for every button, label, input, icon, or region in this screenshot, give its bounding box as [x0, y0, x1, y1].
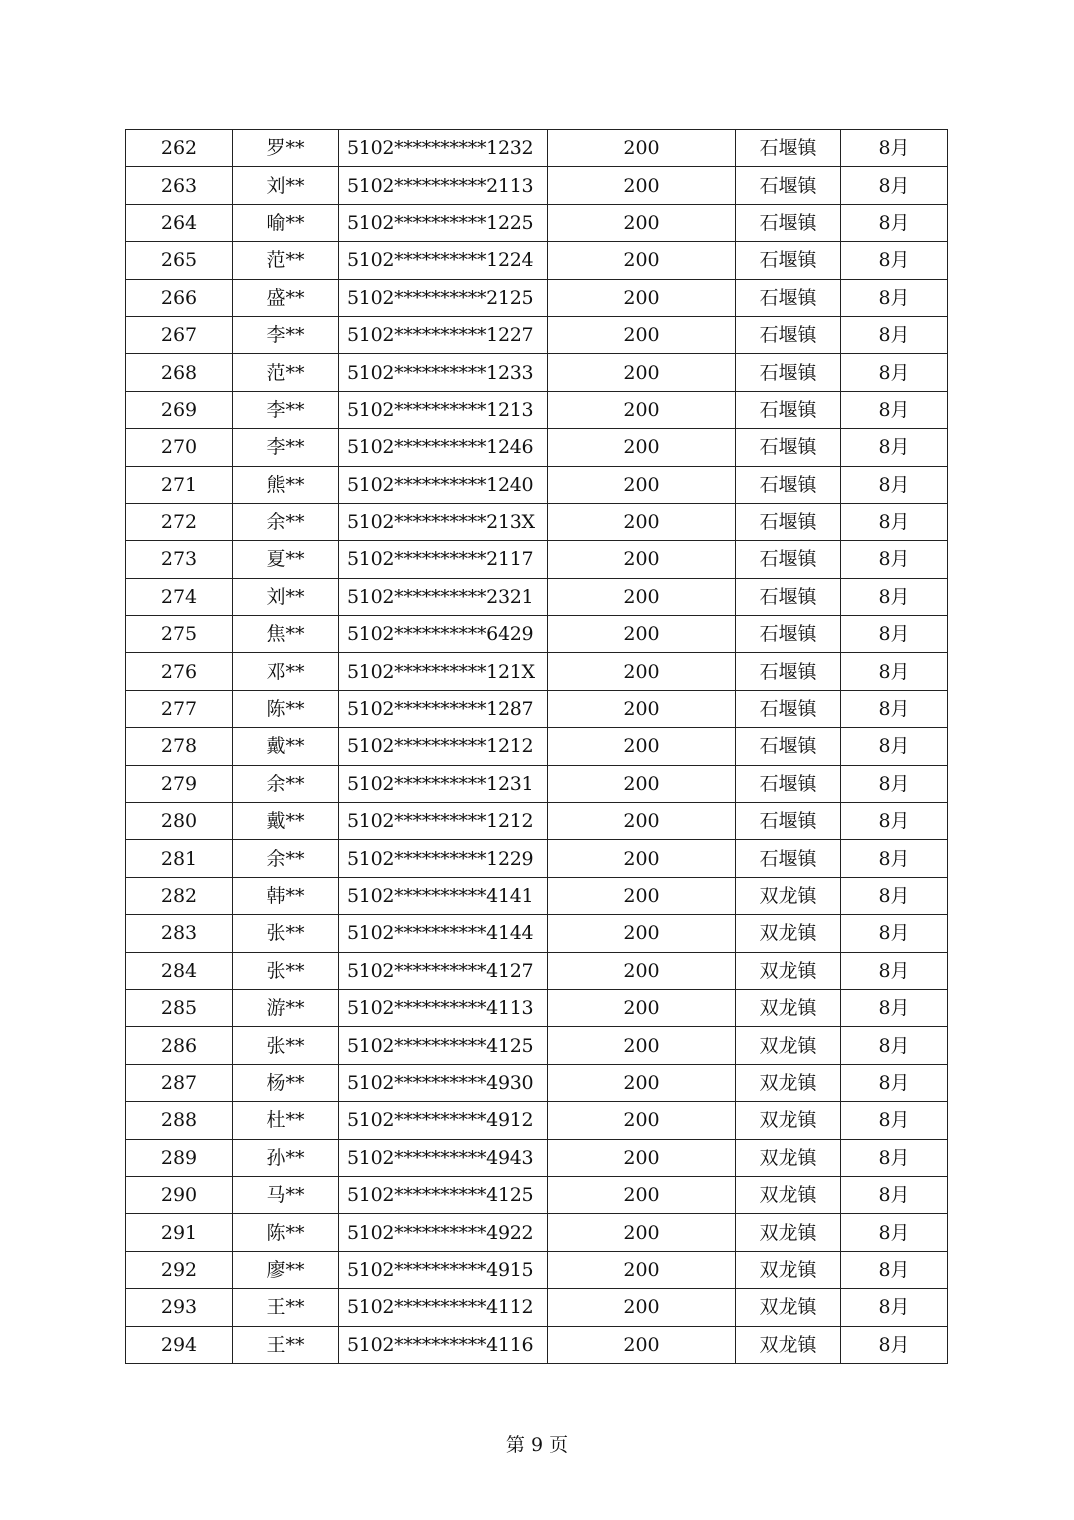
id-number-cell: 5102**********1213: [339, 391, 548, 428]
amount-cell: 200: [548, 578, 736, 615]
amount-cell: 200: [548, 616, 736, 653]
month-cell: 8月: [841, 989, 948, 1026]
row-number-cell: 290: [126, 1176, 233, 1213]
month-cell: 8月: [841, 803, 948, 840]
month-cell: 8月: [841, 466, 948, 503]
id-number-cell: 5102**********1212: [339, 728, 548, 765]
amount-cell: 200: [548, 915, 736, 952]
month-cell: 8月: [841, 728, 948, 765]
amount-cell: 200: [548, 167, 736, 204]
table-row: [126, 989, 948, 1026]
town-cell: 石堰镇: [736, 391, 841, 428]
month-cell: 8月: [841, 690, 948, 727]
month-cell: 8月: [841, 354, 948, 391]
town-cell: 石堰镇: [736, 167, 841, 204]
table-row: [126, 915, 948, 952]
town-cell: 石堰镇: [736, 279, 841, 316]
table-row: [126, 354, 948, 391]
name-cell: 廖**: [233, 1251, 339, 1288]
row-number-cell: 292: [126, 1251, 233, 1288]
row-number-cell: 291: [126, 1214, 233, 1251]
name-cell: 李**: [233, 429, 339, 466]
town-cell: 石堰镇: [736, 765, 841, 802]
table-row: [126, 765, 948, 802]
amount-cell: 200: [548, 279, 736, 316]
town-cell: 石堰镇: [736, 616, 841, 653]
id-number-cell: 5102**********4922: [339, 1214, 548, 1251]
table-row: [126, 1064, 948, 1101]
row-number-cell: 275: [126, 616, 233, 653]
month-cell: 8月: [841, 279, 948, 316]
id-number-cell: 5102**********2117: [339, 541, 548, 578]
amount-cell: 200: [548, 354, 736, 391]
id-number-cell: 5102**********4127: [339, 952, 548, 989]
table-row: [126, 616, 948, 653]
name-cell: 陈**: [233, 1214, 339, 1251]
table-row: [126, 316, 948, 353]
month-cell: 8月: [841, 616, 948, 653]
town-cell: 石堰镇: [736, 578, 841, 615]
amount-cell: 200: [548, 653, 736, 690]
table-row: [126, 130, 948, 167]
amount-cell: 200: [548, 840, 736, 877]
month-cell: 8月: [841, 167, 948, 204]
row-number-cell: 264: [126, 204, 233, 241]
name-cell: 游**: [233, 989, 339, 1026]
town-cell: 石堰镇: [736, 242, 841, 279]
row-number-cell: 265: [126, 242, 233, 279]
id-number-cell: 5102**********4144: [339, 915, 548, 952]
row-number-cell: 283: [126, 915, 233, 952]
row-number-cell: 286: [126, 1027, 233, 1064]
town-cell: 石堰镇: [736, 466, 841, 503]
name-cell: 夏**: [233, 541, 339, 578]
id-number-cell: 5102**********1224: [339, 242, 548, 279]
name-cell: 杜**: [233, 1102, 339, 1139]
amount-cell: 200: [548, 1064, 736, 1101]
row-number-cell: 287: [126, 1064, 233, 1101]
id-number-cell: 5102**********4125: [339, 1027, 548, 1064]
name-cell: 熊**: [233, 466, 339, 503]
name-cell: 刘**: [233, 578, 339, 615]
row-number-cell: 271: [126, 466, 233, 503]
table-row: [126, 1102, 948, 1139]
name-cell: 张**: [233, 1027, 339, 1064]
table-row: [126, 391, 948, 428]
id-number-cell: 5102**********2113: [339, 167, 548, 204]
month-cell: 8月: [841, 1027, 948, 1064]
id-number-cell: 5102**********4116: [339, 1326, 548, 1363]
row-number-cell: 267: [126, 316, 233, 353]
amount-cell: 200: [548, 1102, 736, 1139]
row-number-cell: 280: [126, 803, 233, 840]
month-cell: 8月: [841, 391, 948, 428]
row-number-cell: 294: [126, 1326, 233, 1363]
row-number-cell: 278: [126, 728, 233, 765]
amount-cell: 200: [548, 1139, 736, 1176]
row-number-cell: 288: [126, 1102, 233, 1139]
amount-cell: 200: [548, 466, 736, 503]
town-cell: 双龙镇: [736, 877, 841, 914]
month-cell: 8月: [841, 877, 948, 914]
month-cell: 8月: [841, 130, 948, 167]
table-row: [126, 204, 948, 241]
id-number-cell: 5102**********2125: [339, 279, 548, 316]
town-cell: 双龙镇: [736, 1139, 841, 1176]
town-cell: 双龙镇: [736, 1326, 841, 1363]
row-number-cell: 274: [126, 578, 233, 615]
data-table: [125, 129, 948, 1364]
month-cell: 8月: [841, 653, 948, 690]
table-row: [126, 279, 948, 316]
id-number-cell: 5102**********4912: [339, 1102, 548, 1139]
name-cell: 刘**: [233, 167, 339, 204]
table-row: [126, 541, 948, 578]
name-cell: 戴**: [233, 803, 339, 840]
month-cell: 8月: [841, 429, 948, 466]
row-number-cell: 263: [126, 167, 233, 204]
row-number-cell: 270: [126, 429, 233, 466]
amount-cell: 200: [548, 952, 736, 989]
month-cell: 8月: [841, 1251, 948, 1288]
amount-cell: 200: [548, 877, 736, 914]
month-cell: 8月: [841, 1214, 948, 1251]
table-row: [126, 840, 948, 877]
table-row: [126, 429, 948, 466]
amount-cell: 200: [548, 765, 736, 802]
name-cell: 韩**: [233, 877, 339, 914]
month-cell: 8月: [841, 541, 948, 578]
row-number-cell: 273: [126, 541, 233, 578]
amount-cell: 200: [548, 1289, 736, 1326]
town-cell: 双龙镇: [736, 1102, 841, 1139]
name-cell: 杨**: [233, 1064, 339, 1101]
town-cell: 双龙镇: [736, 915, 841, 952]
town-cell: 石堰镇: [736, 354, 841, 391]
table-row: [126, 653, 948, 690]
row-number-cell: 272: [126, 503, 233, 540]
town-cell: 石堰镇: [736, 503, 841, 540]
table-row: [126, 167, 948, 204]
amount-cell: 200: [548, 541, 736, 578]
row-number-cell: 277: [126, 690, 233, 727]
table-row: [126, 1027, 948, 1064]
town-cell: 石堰镇: [736, 653, 841, 690]
id-number-cell: 5102**********4113: [339, 989, 548, 1026]
month-cell: 8月: [841, 1289, 948, 1326]
month-cell: 8月: [841, 1064, 948, 1101]
page-number: 第 9 页: [505, 1434, 569, 1456]
amount-cell: 200: [548, 242, 736, 279]
table-row: [126, 690, 948, 727]
id-number-cell: 5102**********1229: [339, 840, 548, 877]
id-number-cell: 5102**********1231: [339, 765, 548, 802]
row-number-cell: 262: [126, 130, 233, 167]
amount-cell: 200: [548, 728, 736, 765]
table-row: [126, 1176, 948, 1213]
name-cell: 罗**: [233, 130, 339, 167]
table-row: [126, 728, 948, 765]
id-number-cell: 5102**********4125: [339, 1176, 548, 1213]
name-cell: 戴**: [233, 728, 339, 765]
town-cell: 石堰镇: [736, 130, 841, 167]
name-cell: 王**: [233, 1326, 339, 1363]
row-number-cell: 282: [126, 877, 233, 914]
id-number-cell: 5102**********4930: [339, 1064, 548, 1101]
row-number-cell: 276: [126, 653, 233, 690]
table-row: [126, 952, 948, 989]
amount-cell: 200: [548, 690, 736, 727]
name-cell: 孙**: [233, 1139, 339, 1176]
row-number-cell: 284: [126, 952, 233, 989]
month-cell: 8月: [841, 952, 948, 989]
month-cell: 8月: [841, 316, 948, 353]
amount-cell: 200: [548, 989, 736, 1026]
town-cell: 石堰镇: [736, 429, 841, 466]
row-number-cell: 281: [126, 840, 233, 877]
id-number-cell: 5102**********4943: [339, 1139, 548, 1176]
name-cell: 余**: [233, 840, 339, 877]
town-cell: 双龙镇: [736, 989, 841, 1026]
amount-cell: 200: [548, 130, 736, 167]
id-number-cell: 5102**********4112: [339, 1289, 548, 1326]
month-cell: 8月: [841, 915, 948, 952]
row-number-cell: 266: [126, 279, 233, 316]
amount-cell: 200: [548, 1027, 736, 1064]
town-cell: 石堰镇: [736, 690, 841, 727]
row-number-cell: 293: [126, 1289, 233, 1326]
table-row: [126, 466, 948, 503]
amount-cell: 200: [548, 1251, 736, 1288]
amount-cell: 200: [548, 1326, 736, 1363]
town-cell: 双龙镇: [736, 952, 841, 989]
name-cell: 盛**: [233, 279, 339, 316]
amount-cell: 200: [548, 429, 736, 466]
id-number-cell: 5102**********2321: [339, 578, 548, 615]
table-row: [126, 803, 948, 840]
town-cell: 石堰镇: [736, 803, 841, 840]
id-number-cell: 5102**********213X: [339, 503, 548, 540]
town-cell: 石堰镇: [736, 316, 841, 353]
id-number-cell: 5102**********1225: [339, 204, 548, 241]
month-cell: 8月: [841, 765, 948, 802]
id-number-cell: 5102**********1287: [339, 690, 548, 727]
town-cell: 石堰镇: [736, 728, 841, 765]
town-cell: 双龙镇: [736, 1214, 841, 1251]
month-cell: 8月: [841, 1326, 948, 1363]
town-cell: 双龙镇: [736, 1027, 841, 1064]
name-cell: 陈**: [233, 690, 339, 727]
town-cell: 双龙镇: [736, 1251, 841, 1288]
name-cell: 范**: [233, 242, 339, 279]
town-cell: 石堰镇: [736, 204, 841, 241]
table-row: [126, 242, 948, 279]
town-cell: 双龙镇: [736, 1289, 841, 1326]
row-number-cell: 285: [126, 989, 233, 1026]
name-cell: 喻**: [233, 204, 339, 241]
row-number-cell: 268: [126, 354, 233, 391]
table-row: [126, 1289, 948, 1326]
amount-cell: 200: [548, 204, 736, 241]
id-number-cell: 5102**********1233: [339, 354, 548, 391]
id-number-cell: 5102**********1232: [339, 130, 548, 167]
town-cell: 石堰镇: [736, 541, 841, 578]
name-cell: 马**: [233, 1176, 339, 1213]
name-cell: 李**: [233, 391, 339, 428]
name-cell: 余**: [233, 765, 339, 802]
table-row: [126, 1214, 948, 1251]
id-number-cell: 5102**********1246: [339, 429, 548, 466]
town-cell: 石堰镇: [736, 840, 841, 877]
month-cell: 8月: [841, 242, 948, 279]
table-row: [126, 1326, 948, 1363]
month-cell: 8月: [841, 840, 948, 877]
amount-cell: 200: [548, 1176, 736, 1213]
table-row: [126, 578, 948, 615]
table-body: [126, 130, 948, 1364]
name-cell: 张**: [233, 915, 339, 952]
amount-cell: 200: [548, 391, 736, 428]
month-cell: 8月: [841, 503, 948, 540]
id-number-cell: 5102**********6429: [339, 616, 548, 653]
month-cell: 8月: [841, 204, 948, 241]
month-cell: 8月: [841, 578, 948, 615]
name-cell: 李**: [233, 316, 339, 353]
name-cell: 焦**: [233, 616, 339, 653]
table-row: [126, 877, 948, 914]
id-number-cell: 5102**********121X: [339, 653, 548, 690]
town-cell: 双龙镇: [736, 1176, 841, 1213]
id-number-cell: 5102**********1240: [339, 466, 548, 503]
id-number-cell: 5102**********4915: [339, 1251, 548, 1288]
amount-cell: 200: [548, 803, 736, 840]
amount-cell: 200: [548, 1214, 736, 1251]
town-cell: 双龙镇: [736, 1064, 841, 1101]
name-cell: 范**: [233, 354, 339, 391]
name-cell: 余**: [233, 503, 339, 540]
table-row: [126, 1139, 948, 1176]
row-number-cell: 269: [126, 391, 233, 428]
id-number-cell: 5102**********1227: [339, 316, 548, 353]
table-row: [126, 503, 948, 540]
id-number-cell: 5102**********1212: [339, 803, 548, 840]
row-number-cell: 279: [126, 765, 233, 802]
name-cell: 王**: [233, 1289, 339, 1326]
amount-cell: 200: [548, 503, 736, 540]
table-row: [126, 1251, 948, 1288]
month-cell: 8月: [841, 1102, 948, 1139]
amount-cell: 200: [548, 316, 736, 353]
month-cell: 8月: [841, 1139, 948, 1176]
row-number-cell: 289: [126, 1139, 233, 1176]
name-cell: 张**: [233, 952, 339, 989]
name-cell: 邓**: [233, 653, 339, 690]
id-number-cell: 5102**********4141: [339, 877, 548, 914]
month-cell: 8月: [841, 1176, 948, 1213]
